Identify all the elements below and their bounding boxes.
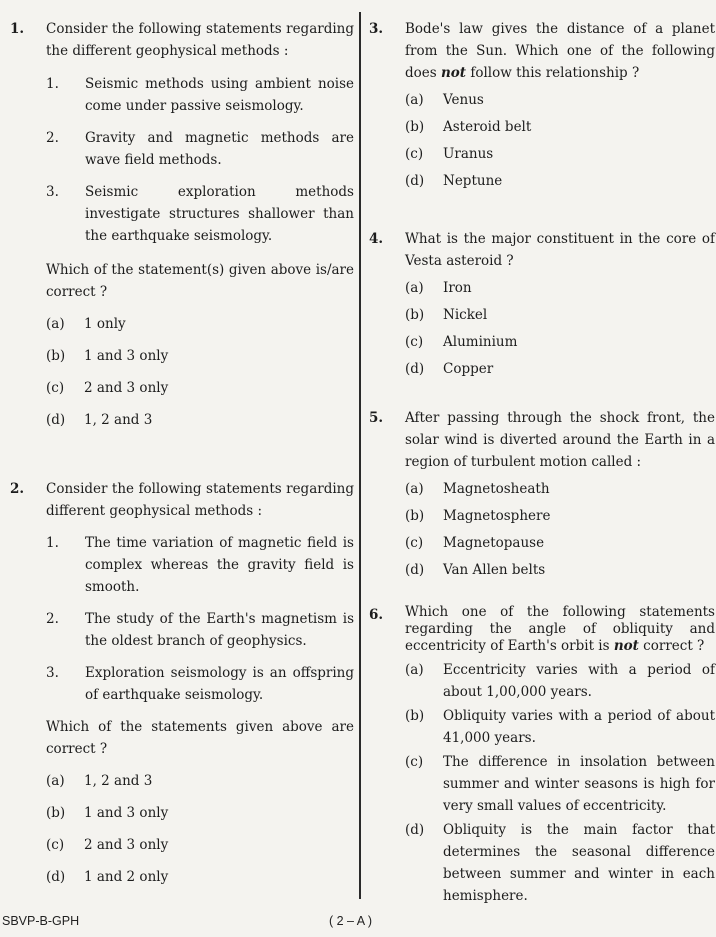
answer-option[interactable]: (c) Aluminium [405, 334, 518, 350]
question-text: Which one of the following statements regarding the angle of obliquity and eccentricity of Earth's orbit is not correct ? [405, 604, 715, 654]
emphasis-not: not [440, 65, 467, 81]
question-number: 1. [10, 21, 25, 37]
question-6 [369, 604, 715, 907]
answer-option[interactable]: (c) The difference in insolation between summer and winter seasons is high for very small values of eccentricity. [405, 754, 715, 814]
answer-option[interactable]: (b) 1 and 3 only [46, 348, 169, 364]
question-1 [10, 18, 354, 431]
answer-option[interactable]: (b) 1 and 3 only [46, 805, 169, 821]
statement: 2. The study of the Earth's magnetism is the oldest branch of geophysics. [46, 611, 354, 649]
question-3 [369, 18, 715, 192]
question-text: What is the major constituent in the core of Vesta asteroid ? [405, 231, 715, 269]
statement: 2. Gravity and magnetic methods are wave field methods. [46, 130, 354, 168]
question-text: After passing through the shock front, the solar wind is diverted around the Earth in a region of turbulent motion called : [405, 410, 715, 470]
question-text: Consider the following statements regarding the different geophysical methods : [46, 21, 354, 59]
question-number: 6. [369, 607, 384, 623]
statement: 3. Exploration seismology is an offspring of earthquake seismology. [46, 665, 354, 703]
answer-option[interactable]: (a) Venus [405, 92, 484, 108]
answer-option[interactable]: (c) 2 and 3 only [46, 837, 169, 853]
question-4 [369, 228, 715, 380]
answer-option[interactable]: (b) Magnetosphere [405, 508, 551, 524]
question-number: 4. [369, 231, 384, 247]
page-number: ( 2 – A ) [329, 914, 373, 928]
answer-option[interactable]: (d) Van Allen belts [405, 562, 546, 578]
question-number: 2. [10, 481, 25, 497]
answer-option[interactable]: (d) 1 and 2 only [46, 869, 169, 885]
question-5 [369, 407, 715, 581]
answer-option[interactable]: (c) 2 and 3 only [46, 380, 169, 396]
answer-option[interactable]: (b) Nickel [405, 307, 488, 323]
question-number: 5. [369, 410, 384, 426]
booklet-code: SBVP-B-GPH [2, 914, 80, 928]
question-text: Consider the following statements regarding different geophysical methods : [46, 481, 354, 519]
statement: 1. Seismic methods using ambient noise come under passive seismology. [46, 76, 354, 114]
answer-option[interactable]: (d) Copper [405, 361, 494, 377]
emphasis-not: not [613, 638, 639, 654]
question-2 [10, 478, 354, 888]
answer-option[interactable]: (c) Uranus [405, 146, 494, 162]
question-prompt: Which of the statement(s) given above is/are correct ? [46, 262, 354, 300]
answer-option[interactable]: (d) Obliquity is the main factor that determines the seasonal difference between summer and winter in each hemisphere. [405, 822, 715, 904]
statement: 1. The time variation of magnetic field is complex whereas the gravity field is smooth. [46, 535, 354, 595]
question-text: Bode's law gives the distance of a planet from the Sun. Which one of the following does not follow this relationship ? [405, 21, 715, 81]
answer-option[interactable]: (a) Eccentricity varies with a period of about 1,00,000 years. [405, 662, 715, 700]
answer-option[interactable]: (b) Asteroid belt [405, 119, 532, 135]
answer-option[interactable]: (c) Magnetopause [405, 535, 545, 551]
answer-option[interactable]: (d) 1, 2 and 3 [46, 412, 153, 428]
answer-option[interactable]: (a) Iron [405, 280, 472, 296]
answer-option[interactable]: (d) Neptune [405, 173, 503, 189]
answer-option[interactable]: (b) Obliquity varies with a period of about 41,000 years. [405, 708, 715, 746]
answer-option[interactable]: (a) 1 only [46, 316, 126, 332]
question-number: 3. [369, 21, 384, 37]
answer-option[interactable]: (a) Magnetosheath [405, 481, 550, 497]
statement: 3. Seismic exploration methods investigate structures shallower than the earthquake seismology. [46, 184, 354, 244]
answer-option[interactable]: (a) 1, 2 and 3 [46, 773, 153, 789]
question-prompt: Which of the statements given above are correct ? [46, 719, 354, 757]
column-divider [359, 12, 361, 899]
